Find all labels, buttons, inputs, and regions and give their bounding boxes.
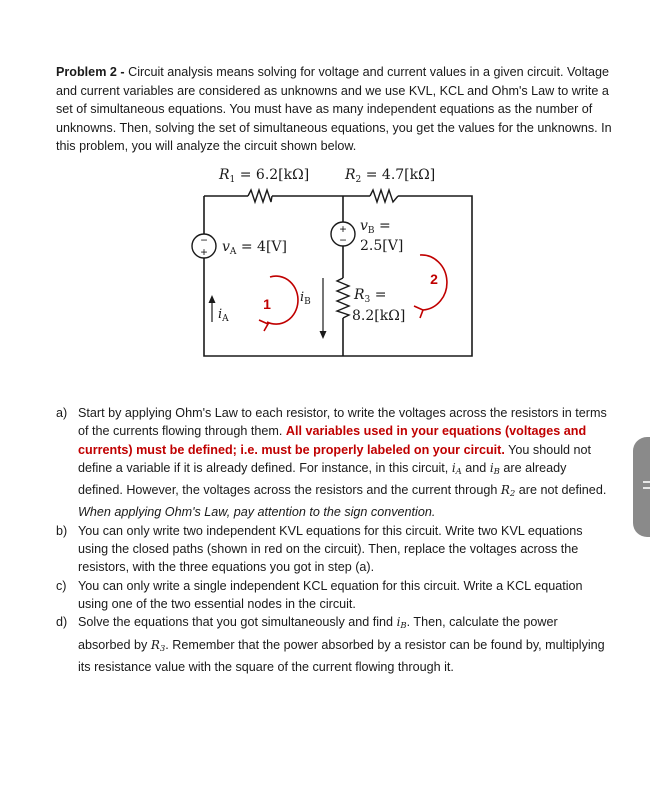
question-a-text-4: are already defined. However, the voltages across the resistors and the current through: [78, 460, 567, 498]
resistor-r3: [337, 278, 349, 318]
question-d-text-3: . Remember that the power absorbed by a resistor can be found by, multiplying its resistance value with the square of the current flowing through it.: [78, 637, 605, 674]
source-a-plus-sign: +: [200, 245, 208, 259]
question-d-r3-sub: 3: [159, 643, 166, 654]
resistor-r2: [370, 190, 398, 202]
question-c-text: You can only write a single independent KCL equation for this circuit. Write a KCL equation using one of the two essential nodes in the circuit.: [78, 578, 583, 611]
question-d-text-1: Solve the equations that you got simultaneously and find: [78, 615, 397, 630]
question-d-r3-symbol: R: [150, 637, 160, 652]
question-b-text: You can only write two independent KVL equations for this circuit. Write two KVL equations using the closed paths (shown in red on the circuit). Then, replace the voltages across the resistors, with the three equations you got in step (a).: [78, 523, 583, 575]
question-d-label: d): [56, 615, 68, 630]
problem-intro: [56, 63, 616, 156]
question-a-label: a): [56, 406, 68, 420]
problem-intro-text: Circuit analysis means solving for voltage and current values in a given circuit. Voltage and current variables are considered as unknowns and we use KVL, KCL and Ohm's Law to write a set of simultaneous equations. You must have as many independent equations as the number of unknowns. Then, solving the set of simultaneous equations, you get the values for the unknowns. In this problem, you will analyze the circuit shown below.: [56, 65, 612, 154]
question-list: [56, 404, 612, 676]
ib-label: $i_B$: [300, 290, 311, 307]
circuit-diagram: [170, 160, 480, 365]
question-a-text-5: are not defined.: [515, 483, 607, 498]
question-d: [56, 613, 612, 676]
loop-2-label: 2: [430, 271, 438, 287]
r3-label: $R_3$ =: [354, 287, 387, 305]
question-d-ib-symbol: i: [396, 615, 401, 630]
va-label: $v_A = 4[V]$: [222, 239, 287, 257]
source-a-minus-sign: −: [200, 233, 208, 247]
question-a-ib-symbol: i: [489, 460, 494, 475]
question-a-r2-symbol: R: [500, 483, 510, 498]
question-a: [56, 404, 612, 522]
question-a-ia-symbol: i: [451, 460, 456, 475]
question-a-italic-note: When applying Ohm's Law, pay attention to the sign convention.: [78, 505, 436, 520]
ia-label: $i_A$: [218, 307, 229, 324]
r3-value: 8.2[kΩ]: [352, 308, 406, 324]
problem-heading: Problem 2 -: [56, 65, 125, 79]
question-d-text-2: . Then, calculate the power absorbed by: [78, 615, 558, 652]
question-a-text-2: You should not define a variable if it is already defined. For instance, in this circuit,: [78, 442, 592, 475]
source-b-plus-sign: +: [339, 222, 347, 236]
question-b-label: b): [56, 523, 68, 538]
side-panel-tab[interactable]: [633, 437, 650, 537]
voltage-source-b: [331, 222, 355, 247]
question-a-text-3: and: [461, 460, 490, 475]
loop-1-label: 1: [263, 296, 271, 312]
voltage-source-a: [192, 233, 216, 259]
question-b: [56, 522, 612, 577]
question-a-r2-sub: 2: [509, 489, 516, 500]
current-arrow-ib: [320, 278, 327, 339]
question-c-label: c): [56, 578, 67, 593]
resistor-r1: [248, 190, 272, 202]
vb-value: 2.5[V]: [360, 238, 404, 254]
question-a-red-instruction: All variables used in your equations (voltages and currents) must be defined; i.e. must be properly labeled on your circuit.: [78, 424, 587, 457]
question-d-ib-sub: B: [400, 621, 407, 632]
question-a-ia-sub: A: [455, 466, 462, 477]
question-c: [56, 577, 612, 614]
r1-label: $R_1 = 6.2[k\Omega]$: [219, 167, 310, 185]
r2-label: $R_2 = 4.7[k\Omega]$: [345, 167, 436, 185]
vb-label: $v_B$ =: [360, 218, 391, 236]
question-a-ib-sub: B: [493, 466, 500, 477]
current-arrow-ia: [209, 295, 216, 322]
question-a-text-1: Start by applying Ohm's Law to each resistor, to write the voltages across the resistors in terms of the currents flowing through them.: [78, 406, 607, 439]
source-b-minus-sign: −: [339, 233, 347, 247]
